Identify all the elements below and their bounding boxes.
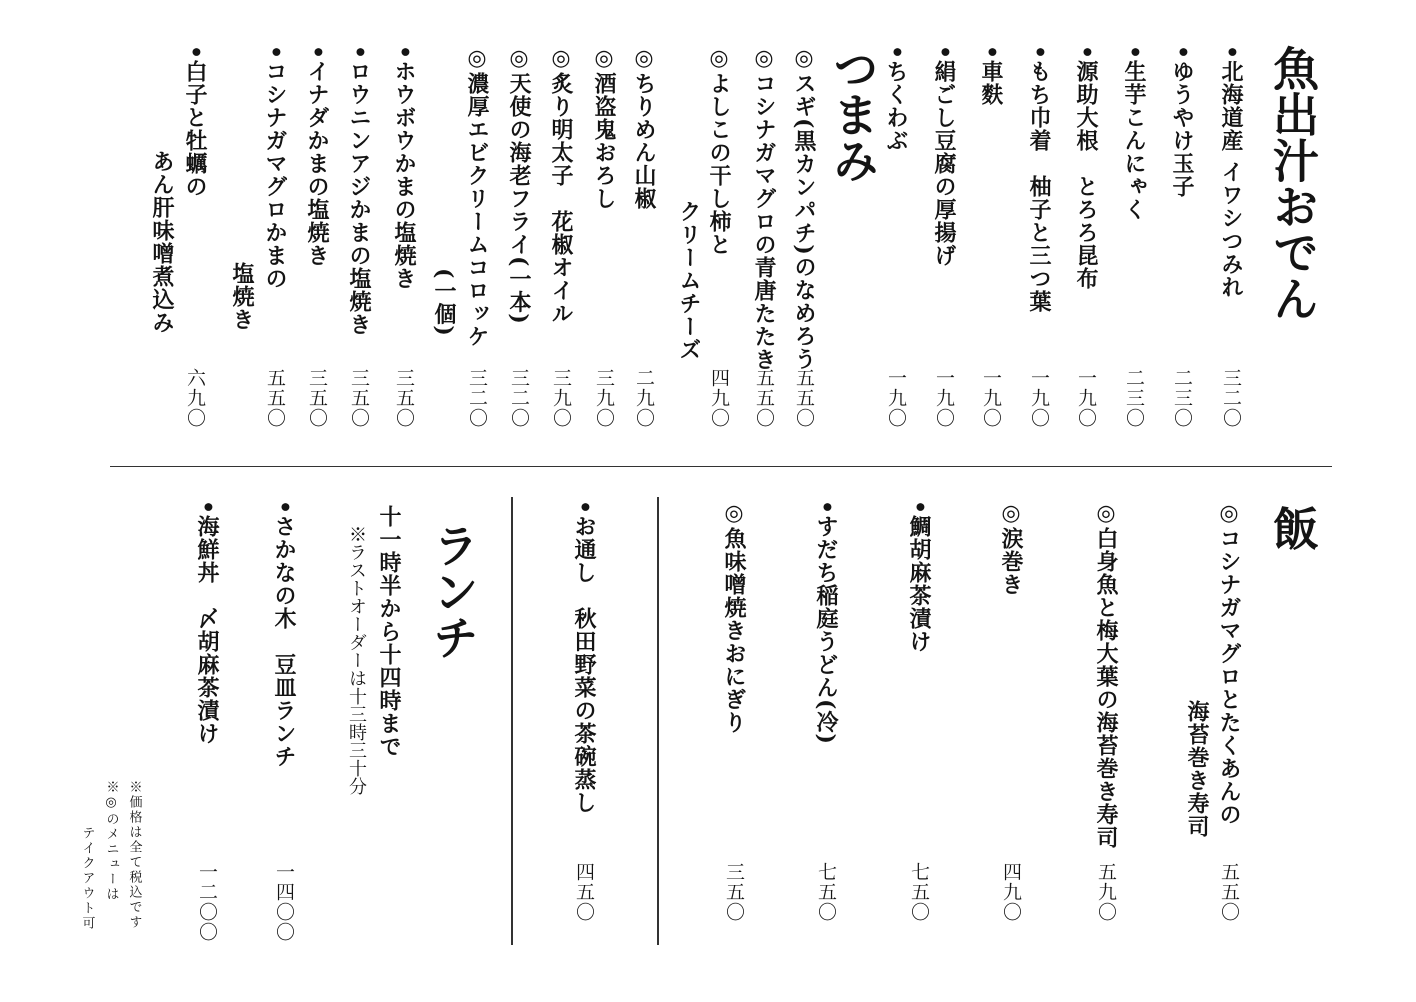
menu-item-name: •生芋こんにゃく: [1121, 45, 1147, 222]
menu-item-price: 七五〇: [815, 862, 837, 922]
menu-item-name: ◎ちりめん山椒: [631, 45, 657, 210]
menu-item-name: ◎コシナガマグロの青唐たたき: [751, 45, 777, 371]
menu-item-price: 三五〇: [306, 368, 328, 428]
menu-item-price: 二三〇: [1171, 368, 1193, 428]
menu-item-name: •源助大根 とろろ昆布: [1073, 45, 1099, 291]
menu-item-name-cont: クリームチーズ: [676, 200, 702, 361]
menu-item-name: ◎スギ(黒カンパチ)のなめろう: [791, 45, 817, 371]
section-divider: [110, 466, 1332, 467]
last-order-note: ※ラストオーダーは十三時三十分: [346, 525, 367, 795]
menu-item-name: •もち巾着 柚子と三つ葉: [1026, 45, 1052, 314]
menu-item-price: 五五〇: [753, 368, 775, 428]
menu-item-name: •白子と牡蠣の: [182, 45, 208, 199]
menu-item-price: 五五〇: [1218, 862, 1240, 922]
menu-item-price: 四九〇: [1000, 862, 1022, 922]
menu-item-name: •ゆうやけ玉子: [1169, 45, 1195, 199]
menu-item-name: •ロウニンアジかまの塩焼き: [346, 45, 372, 337]
meshi-section-title: 飯: [1266, 505, 1320, 551]
menu-item-price: 三二〇: [1220, 368, 1242, 428]
menu-item-price: 三五〇: [348, 368, 370, 428]
menu-item-name: ◎涙巻き: [998, 500, 1024, 596]
menu-item-name: •北海道産 イワシつみれ: [1218, 45, 1244, 299]
menu-item-name: •海鮮丼 〆胡麻茶漬け: [194, 500, 220, 746]
menu-item-name-cont: 海苔巻き寿司: [1184, 700, 1210, 838]
menu-item-price: 三二〇: [466, 368, 488, 428]
menu-item-price: 七五〇: [908, 862, 930, 922]
menu-item-name: ◎白身魚と梅大葉の海苔巻き寿司: [1093, 500, 1119, 849]
column-divider: [511, 497, 513, 945]
footnote: テイクアウト可: [79, 826, 95, 931]
menu-item-name: •イナダかまの塩焼き: [304, 45, 330, 268]
menu-item-name: ◎酒盗鬼おろし: [591, 45, 617, 210]
menu-item-price: 三二〇: [508, 368, 530, 428]
menu-item-name: •絹ごし豆腐の厚揚げ: [931, 45, 957, 268]
menu-item-price: 一九〇: [1075, 368, 1097, 428]
menu-item-name-cont: (一個): [431, 268, 457, 337]
menu-item-name: •ホウボウかまの塩焼き: [391, 45, 417, 291]
menu-item-name: •お通し 秋田野菜の茶碗蒸し: [571, 500, 597, 815]
menu-item-name: ◎コシナガマグロとたくあんの: [1216, 500, 1242, 826]
menu-item-name: ◎魚味噌焼きおにぎり: [721, 500, 747, 734]
lunch-section-title: ランチ: [426, 522, 480, 660]
menu-item-price: 五五〇: [264, 368, 286, 428]
menu-item-name: •コシナガマグロかまの: [262, 45, 288, 291]
menu-item-name: •車麩: [978, 45, 1004, 107]
tsumami-section-title: つまみ: [826, 45, 880, 183]
footnote: ※◎のメニューは: [103, 780, 119, 902]
menu-item-price: 三五〇: [723, 862, 745, 922]
menu-item-price: 三九〇: [593, 368, 615, 428]
menu-item-price: 一九〇: [1028, 368, 1050, 428]
menu-item-price: 四九〇: [708, 368, 730, 428]
menu-item-name: •鯛胡麻茶漬け: [906, 500, 932, 654]
menu-item-price: 五五〇: [793, 368, 815, 428]
menu-item-price: 五九〇: [1095, 862, 1117, 922]
menu-item-name: •ちくわぶ: [883, 45, 909, 153]
lunch-hours: 十一時半から十四時まで: [376, 505, 402, 758]
oden-section-title: 魚出汁おでん: [1266, 45, 1320, 321]
menu-item-price: 四五〇: [573, 862, 595, 922]
menu-item-price: 一二〇〇: [196, 862, 218, 942]
menu-item-price: 二九〇: [633, 368, 655, 428]
menu-item-name: ◎よしこの干し柿と: [706, 45, 732, 256]
menu-item-name: ◎炙り明太子 花椒オイル: [548, 45, 574, 325]
column-divider: [657, 497, 659, 945]
menu-item-name-cont: 塩焼き: [229, 262, 255, 331]
menu-item-name-cont: あん肝味噌煮込み: [149, 150, 175, 334]
menu-item-price: 二三〇: [1123, 368, 1145, 428]
menu-item-price: 一九〇: [980, 368, 1002, 428]
menu-item-name: •すだち稲庭うどん(冷): [813, 500, 839, 745]
menu-item-price: 一四〇〇: [273, 862, 295, 942]
menu-item-price: 一九〇: [933, 368, 955, 428]
menu-item-price: 三五〇: [393, 368, 415, 428]
menu-item-price: 一九〇: [885, 368, 907, 428]
menu-item-name: ◎天使の海老フライ(一本): [506, 45, 532, 325]
footnote: ※価格は全て税込です: [126, 780, 142, 930]
menu-item-name: ◎濃厚エビクリームコロッケ: [464, 45, 490, 348]
menu-item-price: 三九〇: [550, 368, 572, 428]
menu-item-price: 六九〇: [184, 368, 206, 428]
menu-item-name: •さかなの木 豆皿ランチ: [271, 500, 297, 769]
